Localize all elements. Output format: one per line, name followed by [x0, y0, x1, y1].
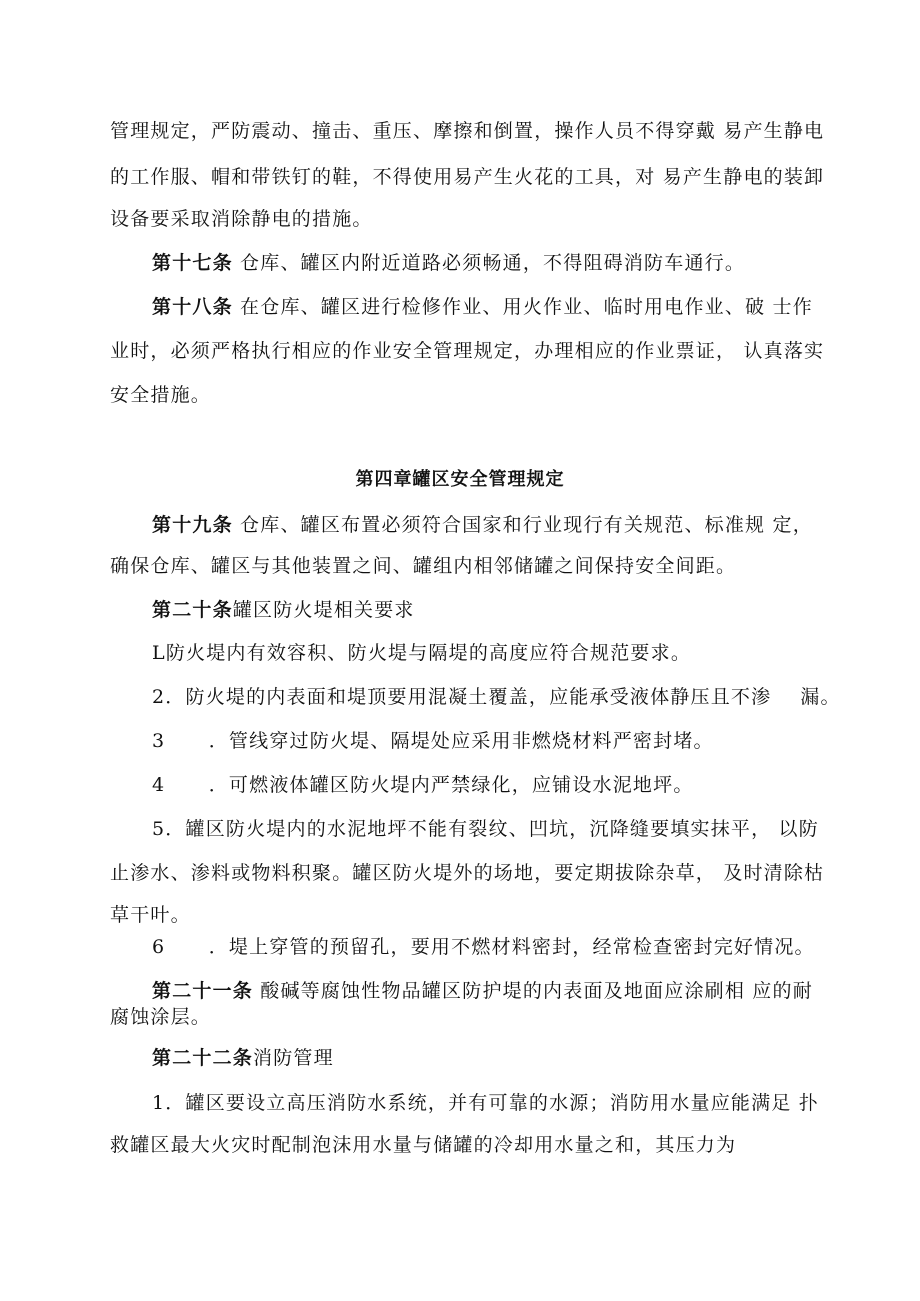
article-17-text: 仓库、罐区内附近道路必须畅通，不得阻碍消防车通行。 — [232, 252, 746, 274]
article-22-label: 第二十二条 — [152, 1047, 254, 1069]
list-item: 草干叶。 — [110, 904, 191, 926]
list-item: L防火堤内有效容积、防火堤与隔堤的高度应符合规范要求。 — [152, 642, 692, 664]
article-17-label: 第十七条 — [152, 252, 233, 274]
article-22-text: 消防管理 — [253, 1047, 334, 1069]
article-19 — [152, 512, 813, 538]
article-18 — [152, 294, 813, 320]
paragraph-line: 设备要采取消除静电的措施。 — [110, 208, 373, 230]
paragraph-line: 的工作服、帽和带铁钉的鞋，不得使用易产生火花的工具，对 易产生静电的装卸 — [110, 166, 825, 188]
article-20-text: 罐区防火堤相关要求 — [232, 599, 415, 621]
article-21-line1: 酸碱等腐蚀性物品罐区防护堤的内表面及地面应涂刷相 应的耐 — [253, 980, 813, 1002]
article-21 — [152, 978, 813, 1004]
article-22-line1: 1．罐区要设立高压消防水系统，并有可靠的水源；消防用水量应能满足 扑 — [152, 1092, 819, 1114]
article-19-line1: 仓库、罐区布置必须符合国家和行业现行有关规范、标准规 定， — [232, 514, 813, 536]
chapter-heading: 第四章罐区安全管理规定 — [355, 469, 565, 490]
article-17 — [152, 250, 745, 276]
article-20-label: 第二十条 — [152, 599, 233, 621]
article-22 — [152, 1045, 334, 1071]
list-item: 止渗水、渗料或物料积聚。罐区防火堤外的场地，要定期拔除杂草， 及时清除枯 — [110, 862, 825, 884]
list-item: 4 ．可燃液体罐区防火堤内严禁绿化，应铺设水泥地坪。 — [152, 774, 694, 796]
list-item: 6 ．堤上穿管的预留孔，要用不燃材料密封，经常检查密封完好情况。 — [152, 936, 815, 958]
article-18-line1: 在仓库、罐区进行检修作业、用火作业、临时用电作业、破 士作 — [232, 296, 813, 318]
article-20 — [152, 597, 415, 623]
article-19-line2: 确保仓库、罐区与其他装置之间、罐组内相邻储罐之间保持安全间距。 — [110, 555, 737, 577]
article-18-line2: 业时，必须严格执行相应的作业安全管理规定，办理相应的作业票证， 认真落实 — [110, 340, 825, 362]
paragraph-line: 管理规定，严防震动、撞击、重压、摩擦和倒置，操作人员不得穿戴 易产生静电 — [110, 120, 825, 142]
article-19-label: 第十九条 — [152, 514, 233, 536]
list-item: 2．防火堤的内表面和堤顶要用混凝土覆盖，应能承受液体静压且不渗 漏。 — [152, 686, 841, 708]
article-21-label: 第二十一条 — [152, 980, 254, 1002]
article-21-line2: 腐蚀涂层。 — [110, 1006, 212, 1028]
list-item: 5．罐区防火堤内的水泥地坪不能有裂纹、凹坑，沉降缝要填实抹平， 以防 — [152, 818, 819, 840]
article-18-line3: 安全措施。 — [110, 384, 212, 406]
article-22-line2: 救罐区最大火灾时配制泡沫用水量与储罐的冷却用水量之和，其压力为 — [110, 1134, 737, 1156]
list-item: 3 ．管线穿过防火堤、隔堤处应采用非燃烧材料严密封堵。 — [152, 730, 714, 752]
article-18-label: 第十八条 — [152, 296, 233, 318]
